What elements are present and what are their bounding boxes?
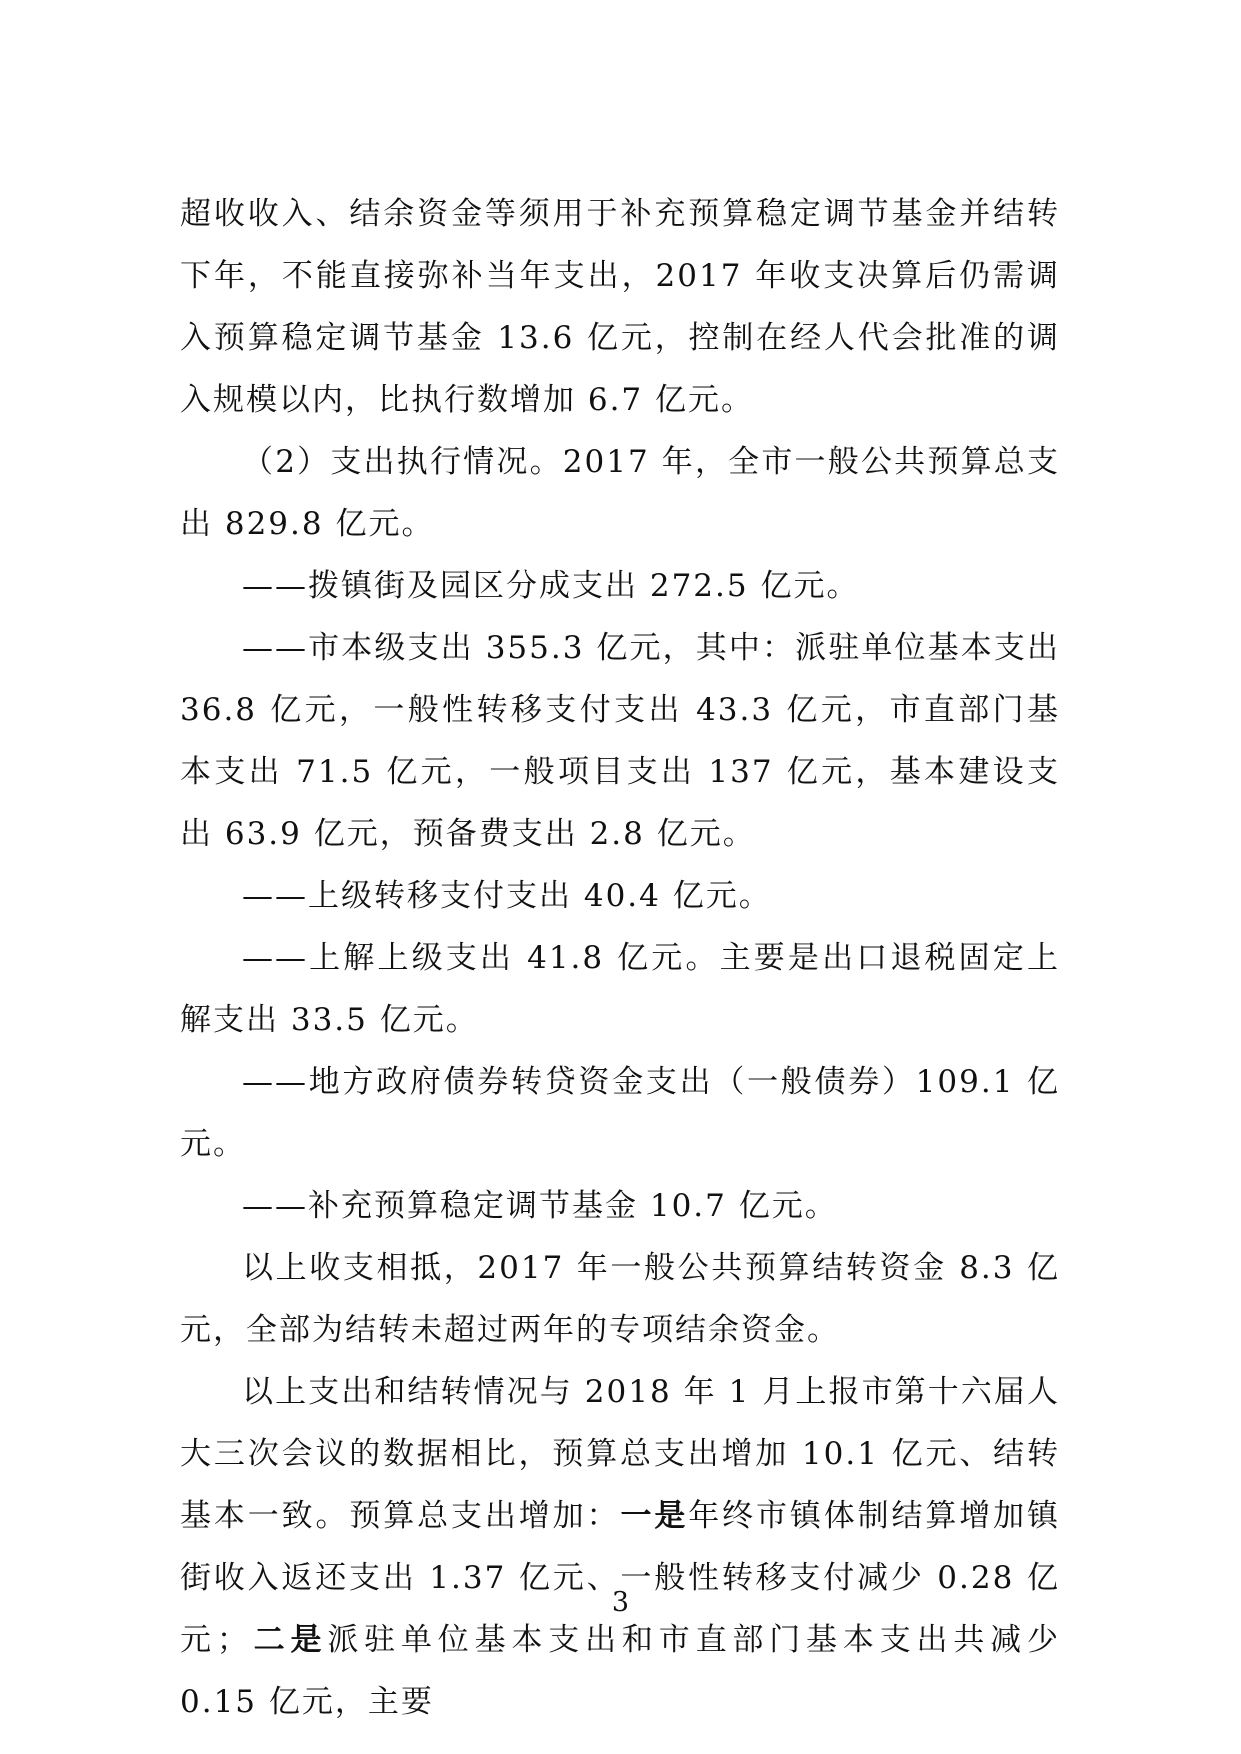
- paragraph-10: [180, 1361, 1060, 1733]
- paragraph-8: ——补充预算稳定调节基金 10.7 亿元。: [242, 1188, 838, 1224]
- point-one-label: 一是: [620, 1498, 689, 1534]
- paragraph-9: 以上收支相抵，2017 年一般公共预算结转资金 8.3 亿元，全部为结转未超过两年的专项结余资金。: [180, 1250, 1060, 1348]
- point-two-label: 二是: [249, 1622, 328, 1658]
- paragraph-5: ——上级转移支付支出 40.4 亿元。: [242, 878, 772, 914]
- body-text: [180, 183, 1060, 1733]
- paragraph-1: 超收收入、结余资金等须用于补充预算稳定调节基金并结转下年，不能直接弥补当年支出，2017 年收支决算后仍需调入预算稳定调节基金 13.6 亿元，控制在经人代会批准的调入规模以内，比执行数增加 6.7 亿元。: [180, 196, 1060, 418]
- point-one-text: 年终市镇体制结算增加镇街收入返还支出 1.37 亿元、一般性转移支付减少 0.28 亿元；: [180, 1498, 1061, 1658]
- paragraph-6: ——上解上级支出 41.8 亿元。主要是出口退税固定上解支出 33.5 亿元。: [180, 940, 1060, 1038]
- paragraph-4: ——市本级支出 355.3 亿元，其中：派驻单位基本支出 36.8 亿元，一般性转移支付支出 43.3 亿元，市直部门基本支出 71.5 亿元，一般项目支出 137 亿元，基本建设支出 63.9 亿元，预备费支出 2.8 亿元。: [180, 630, 1060, 852]
- paragraph-3: ——拨镇街及园区分成支出 272.5 亿元。: [242, 568, 860, 604]
- point-two-text: 派驻单位基本支出和市直部门基本支出共减少 0.15 亿元，主要: [180, 1622, 1061, 1720]
- paragraph-10-intro: 以上支出和结转情况与 2018 年 1 月上报市第十六届人大三次会议的数据相比，预算总支出增加 10.1 亿元、结转基本一致。预算总支出增加：: [180, 1374, 1060, 1534]
- page-number: 3: [611, 1587, 630, 1618]
- paragraph-2: （2）支出执行情况。2017 年，全市一般公共预算总支出 829.8 亿元。: [180, 444, 1060, 542]
- paragraph-7: ——地方政府债券转贷资金支出（一般债券）109.1 亿元。: [180, 1064, 1060, 1162]
